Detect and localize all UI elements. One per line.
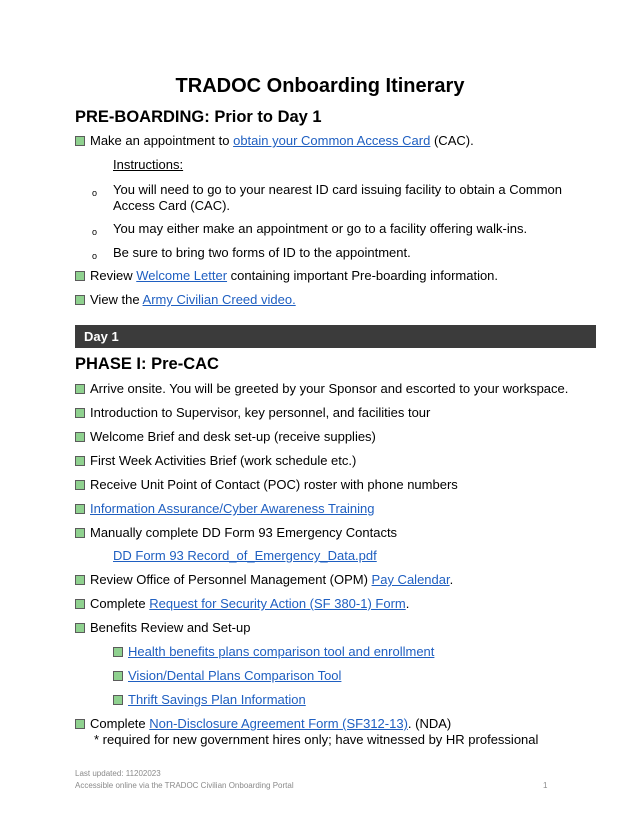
instruction-2: You may either make an appointment or go to a facility offering walk-ins. [113,221,528,236]
welcome-letter-link[interactable]: Welcome Letter [136,268,228,283]
checklist-item-dd93: Manually complete DD Form 93 Emergency Contacts [75,525,397,541]
checklist-item-opm: Review Office of Personnel Management (OPM) Pay Calendar. [75,572,453,588]
checkbox-icon [75,528,85,538]
nda-note: * required for new government hires only; have witnessed by HR professional [94,732,539,747]
dd93-pdf-item [113,548,377,564]
checkbox-icon [75,384,85,394]
checkbox-icon [75,456,85,466]
page-title: TRADOC Onboarding Itinerary [175,75,465,97]
checkbox-icon [75,271,85,281]
checkbox-icon [75,575,85,585]
checkbox-icon [75,719,85,729]
footer-last-updated: Last updated: 11202023 [75,769,161,778]
vision-dental-link[interactable]: Vision/Dental Plans Comparison Tool [128,668,342,683]
footer-portal: Accessible online via the TRADOC Civilian Onboarding Portal [75,781,294,790]
phase-1-heading: PHASE I: Pre-CAC [75,355,219,373]
checklist-item-nda: Complete Non-Disclosure Agreement Form (SF312-13). (NDA) [75,716,451,732]
instruction-1-cont: Access Card (CAC). [113,198,231,213]
checklist-item-benefits: Benefits Review and Set-up [75,620,250,636]
nda-link[interactable]: Non-Disclosure Agreement Form (SF312-13) [149,716,408,731]
checklist-item-welcome-brief: Welcome Brief and desk set-up (receive supplies) [75,429,376,445]
checkbox-icon [75,408,85,418]
ia-training-link[interactable]: Information Assurance/Cyber Awareness Training [90,501,375,516]
benefits-subitem-tsp [113,692,306,708]
health-benefits-link[interactable]: Health benefits plans comparison tool and enrollment [128,644,435,659]
tsp-link[interactable]: Thrift Savings Plan Information [128,692,306,707]
checklist-item-ia-training [75,501,374,517]
checklist-item-welcome: Review Welcome Letter containing important Pre-boarding information. [75,268,498,284]
instruction-1: You will need to go to your nearest ID card issuing facility to obtain a Common [113,182,562,197]
checkbox-icon [75,504,85,514]
checkbox-icon [75,432,85,442]
cac-link[interactable]: obtain your Common Access Card [233,133,431,148]
preboarding-heading: PRE-BOARDING: Prior to Day 1 [75,108,322,126]
checklist-item-arrive: Arrive onsite. You will be greeted by your Sponsor and escorted to your workspace. [75,381,568,397]
bullet-icon: o [92,251,98,261]
checklist-item-sf380: Complete Request for Security Action (SF 380-1) Form. [75,596,409,612]
checklist-item-creed: View the Army Civilian Creed video. [75,292,296,308]
instruction-3: Be sure to bring two forms of ID to the appointment. [113,245,411,260]
creed-video-link[interactable]: Army Civilian Creed video. [142,292,296,307]
checkbox-icon [113,695,123,705]
checkbox-icon [113,671,123,681]
benefits-subitem-health [113,644,434,660]
checklist-item-intro: Introduction to Supervisor, key personnel, and facilities tour [75,405,430,421]
dd93-pdf-link[interactable]: DD Form 93 Record_of_Emergency_Data.pdf [113,548,377,563]
checklist-item-cac: Make an appointment to obtain your Common Access Card (CAC). [75,133,474,149]
checkbox-icon [75,295,85,305]
day-1-band: Day 1 [75,325,596,348]
checkbox-icon [75,623,85,633]
checkbox-icon [113,647,123,657]
benefits-subitem-vision [113,668,341,684]
checkbox-icon [75,136,85,146]
checkbox-icon [75,599,85,609]
checklist-item-first-week: First Week Activities Brief (work schedule etc.) [75,453,356,469]
bullet-icon: o [92,188,98,198]
checklist-item-poc: Receive Unit Point of Contact (POC) roster with phone numbers [75,477,458,493]
pay-calendar-link[interactable]: Pay Calendar [371,572,450,587]
page-number: 1 [543,781,548,790]
checkbox-icon [75,480,85,490]
bullet-icon: o [92,227,98,237]
sf380-link[interactable]: Request for Security Action (SF 380-1) Form [149,596,406,611]
instructions-label: Instructions: [113,157,184,172]
